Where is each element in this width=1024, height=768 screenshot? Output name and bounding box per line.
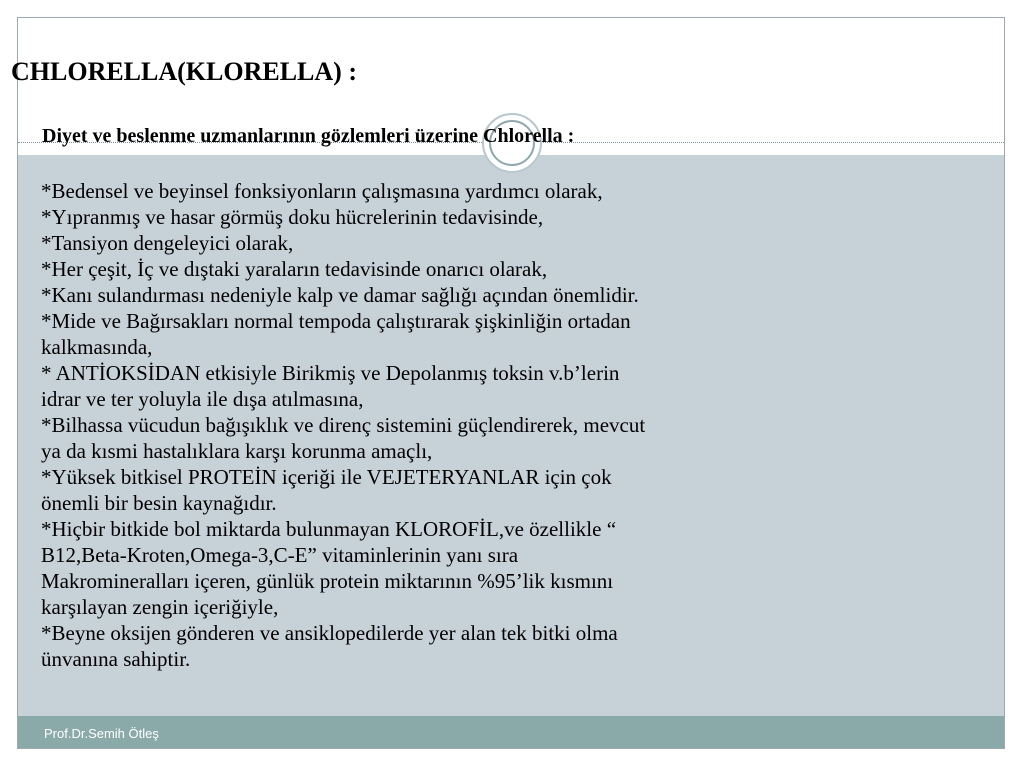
text-line: *Beyne oksijen gönderen ve ansiklopedilerde yer alan tek bitki olma bbox=[41, 621, 618, 645]
text-line: B12,Beta-Kroten,Omega-3,C-E” vitaminlerinin yanı sıra bbox=[41, 543, 519, 567]
text-line: *Bedensel ve beyinsel fonksiyonların çalışmasına yardımcı olarak, bbox=[41, 179, 603, 203]
text-line: Makromineralları içeren, günlük protein miktarının %95’lik kısmını bbox=[41, 569, 614, 593]
text-line: *Mide ve Bağırsakları normal tempoda çalıştırarak şişkinliğin ortadan bbox=[41, 309, 631, 333]
text-line: *Yüksek bitkisel PROTEİN içeriği ile VEJETERYANLAR için çok bbox=[41, 465, 612, 489]
text-line: ünvanına sahiptir. bbox=[41, 647, 191, 671]
bullet-list bbox=[41, 178, 911, 672]
text-line: *Bilhassa vücudun bağışıklık ve direnç sistemini güçlendirerek, mevcut bbox=[41, 413, 646, 437]
text-line: *Kanı sulandırması nedeniyle kalp ve damar sağlığı açından önemlidir. bbox=[41, 283, 639, 307]
slide-title: CHLORELLA(KLORELLA) : bbox=[11, 57, 357, 86]
text-line: ya da kısmi hastalıklara karşı korunma amaçlı, bbox=[41, 439, 433, 463]
text-line: * ANTİOKSİDAN etkisiyle Birikmiş ve Depolanmış toksin v.b’lerin bbox=[41, 361, 620, 385]
footer-author: Prof.Dr.Semih Ötleş bbox=[44, 726, 159, 741]
text-line: karşılayan zengin içeriğiyle, bbox=[41, 595, 279, 619]
slide-subtitle: Diyet ve beslenme uzmanlarının gözlemleri üzerine Chlorella : bbox=[42, 125, 575, 147]
text-line: kalkmasında, bbox=[41, 335, 153, 359]
text-line: *Yıpranmış ve hasar görmüş doku hücrelerinin tedavisinde, bbox=[41, 205, 544, 229]
text-line: *Her çeşit, İç ve dıştaki yaraların tedavisinde onarıcı olarak, bbox=[41, 257, 548, 281]
text-line: idrar ve ter yoluyla ile dışa atılmasına, bbox=[41, 387, 364, 411]
text-line: *Tansiyon dengeleyici olarak, bbox=[41, 231, 294, 255]
text-line: *Hiçbir bitkide bol miktarda bulunmayan KLOROFİL,ve özellikle “ bbox=[41, 517, 617, 541]
text-line: önemli bir besin kaynağıdır. bbox=[41, 491, 277, 515]
